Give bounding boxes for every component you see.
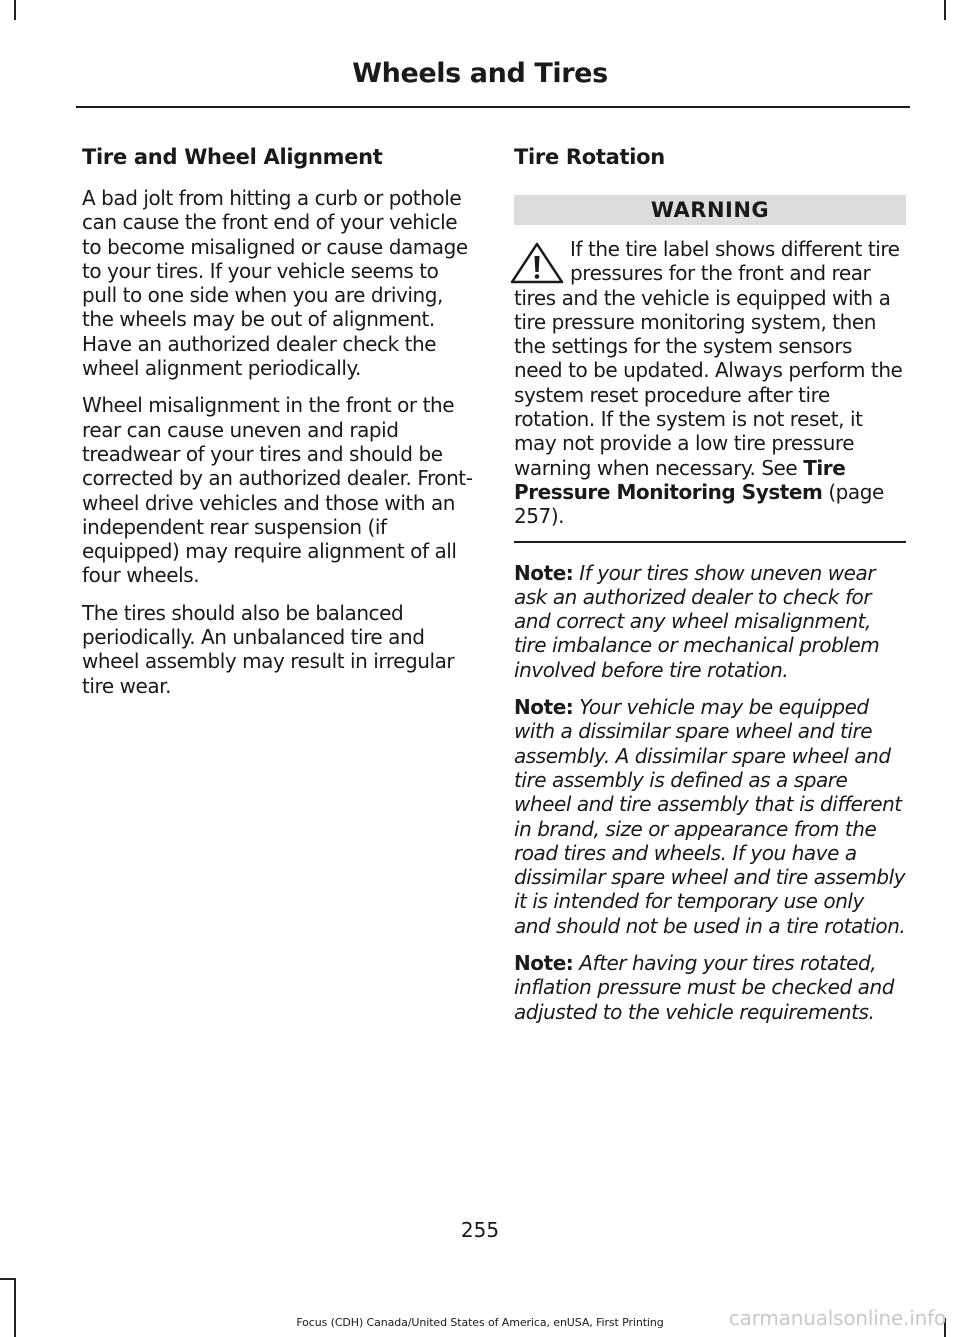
- section-heading-alignment: Tire and Wheel Alignment: [82, 145, 383, 169]
- warning-box: [514, 237, 906, 529]
- page-number: 255: [460, 1218, 500, 1242]
- warning-triangle-icon: [508, 241, 566, 285]
- page-title: Wheels and Tires: [352, 58, 608, 89]
- warning-text: If the tire label shows different tire pressures for the front and rear tires and the vehicle is equipped with a tire pressure monitoring system, then the settings for the system sensors need to be updated. Always perform the system reset procedure after tire rotation. If the system is not reset, it may not provide a low tire pressure warning when necessary. See Tire Pressure Monitoring System (page 257).: [514, 237, 903, 529]
- note: Note: Your vehicle may be equipped with a dissimilar spare wheel and tire assembly. A dissimilar spare wheel and tire assembly is defined as a spare wheel and tire assembly that is different in brand, size or appearance from the road tires and wheels. If you have a dissimilar spare wheel and tire assembly it is intended for temporary use only and should not be used in a tire rotation.: [514, 695, 906, 938]
- tpms-reference-link[interactable]: Tire Pressure Monitoring System: [514, 455, 846, 504]
- crop-mark-top-right: [944, 0, 946, 20]
- crop-mark-top-left: [14, 0, 16, 20]
- warning-banner: WARNING: [514, 195, 906, 225]
- warning-divider: [514, 541, 906, 543]
- section-heading-rotation: Tire Rotation: [514, 145, 665, 169]
- paragraph: A bad jolt from hitting a curb or pothole can cause the front end of your vehicle to become misaligned or cause damage to your tires. If your vehicle seems to pull to one side when you are driving, the wheels may be out of alignment. Have an authorized dealer check the wheel alignment periodically.: [82, 186, 468, 381]
- note: Note: After having your tires rotated, inflation pressure must be checked and adjusted to the vehicle requirements.: [514, 951, 894, 1024]
- watermark: carmanualsonline.info: [728, 1306, 946, 1330]
- paragraph: Wheel misalignment in the front or the rear can cause uneven and rapid treadwear of your tires and should be corrected by an authorized dealer. Front-wheel drive vehicles and those with an independent rear suspension (if equipped) may require alignment of all four wheels.: [82, 393, 473, 588]
- edition-footer: Focus (CDH) Canada/United States of America, enUSA, First Printing: [296, 1316, 664, 1329]
- header-divider: [76, 106, 910, 108]
- crop-mark-bottom-left-h: [0, 1278, 14, 1280]
- right-column: [514, 142, 906, 1037]
- paragraph: The tires should also be balanced periodically. An unbalanced tire and wheel assembly may result in irregular tire wear.: [82, 600, 455, 698]
- left-column: [82, 142, 474, 711]
- note: Note: If your tires show uneven wear ask an authorized dealer to check for and correct any wheel misalignment, tire imbalance or mechanical problem involved before tire rotation.: [514, 560, 880, 682]
